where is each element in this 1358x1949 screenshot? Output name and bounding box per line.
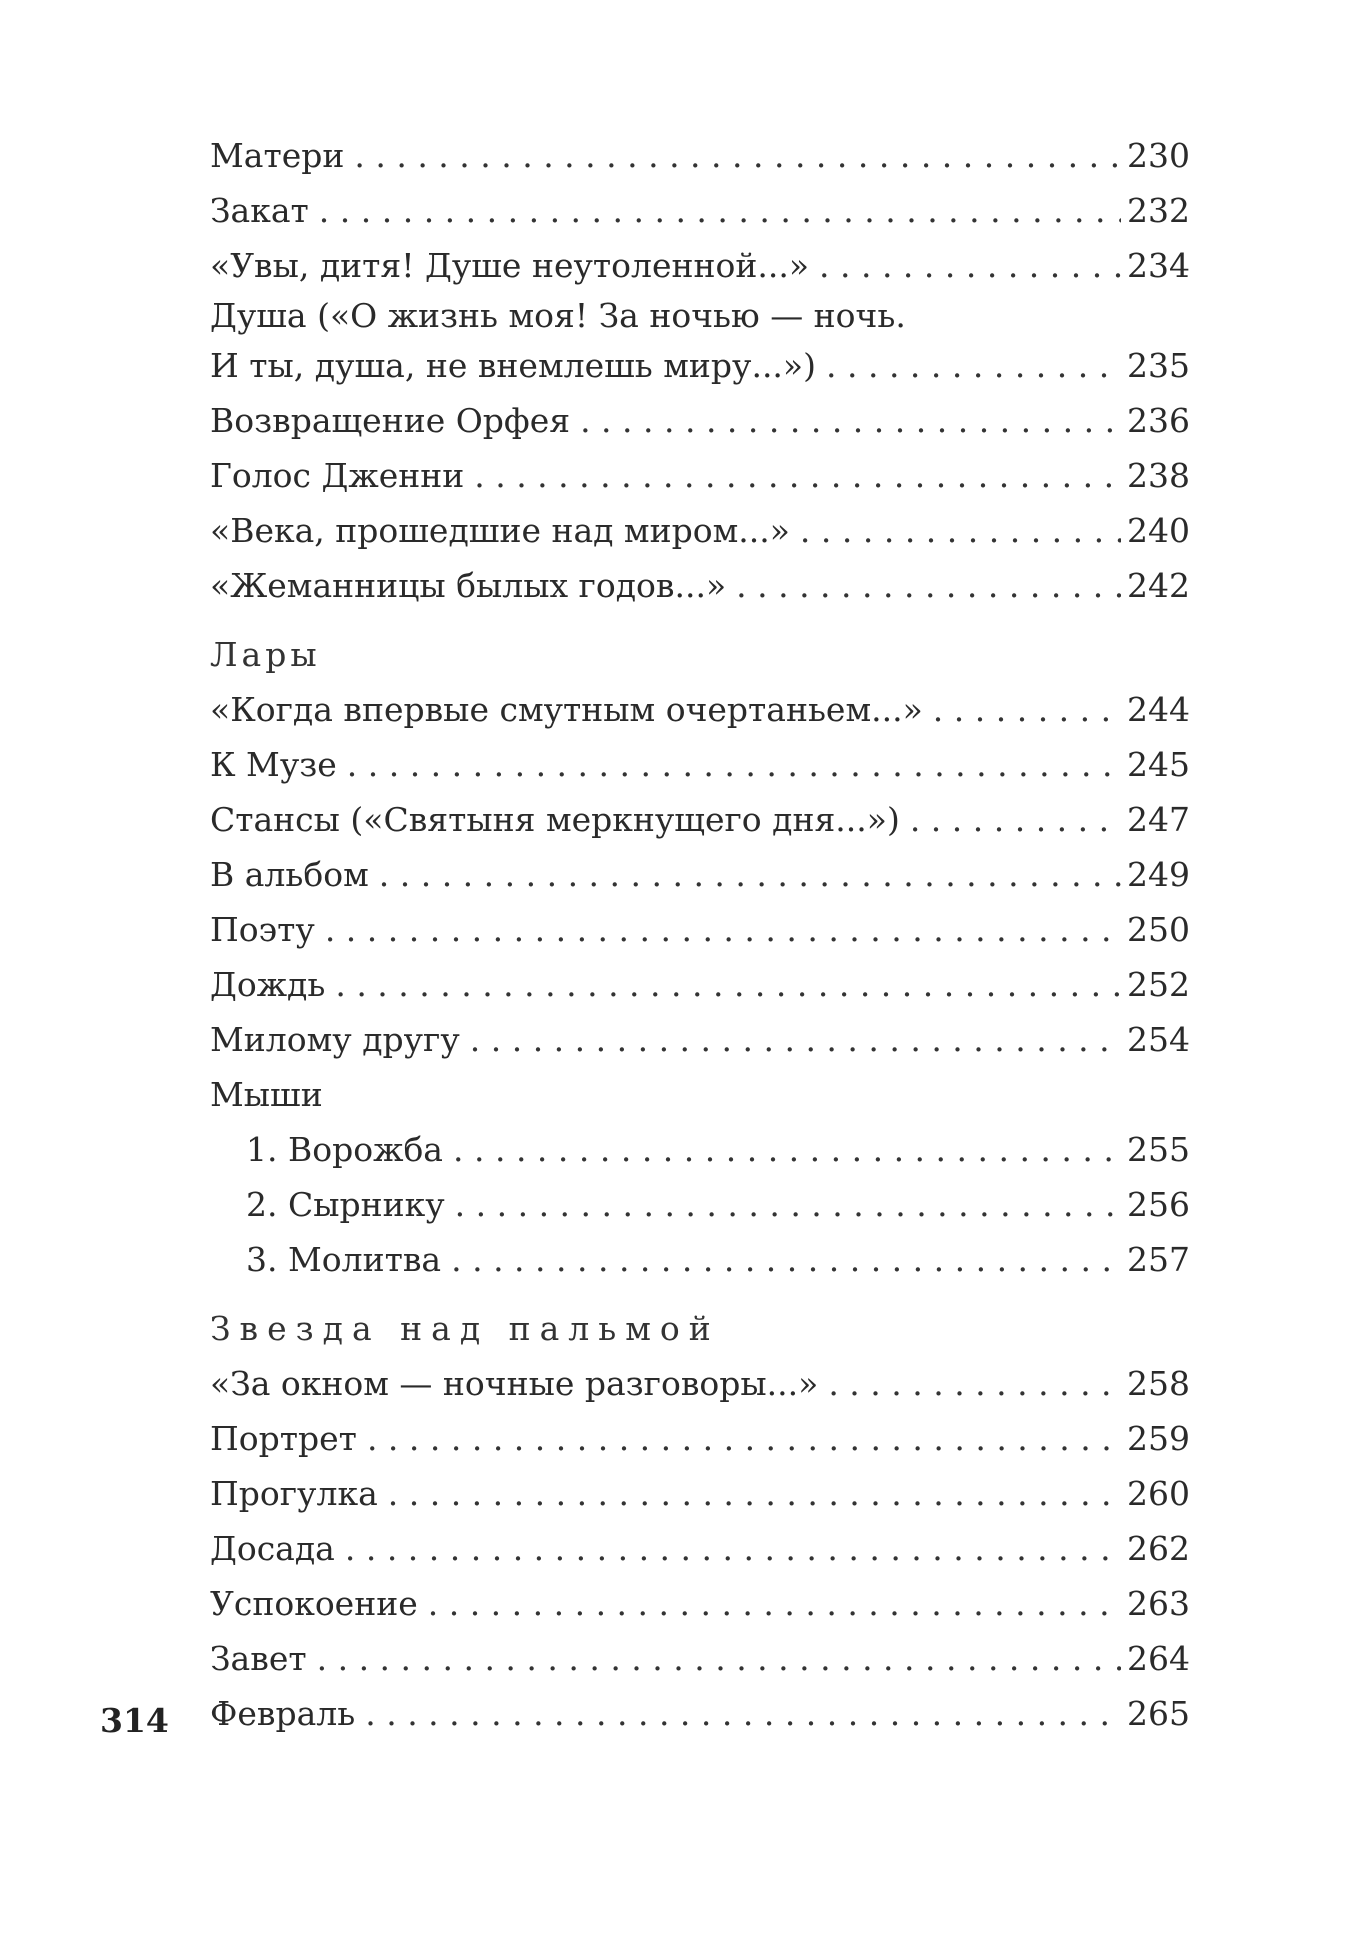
toc-entry-page: 235: [1127, 346, 1190, 385]
toc-entry-page: 230: [1127, 136, 1190, 175]
toc-entry: [210, 737, 1190, 792]
dot-leader: [335, 957, 1121, 1012]
toc-entry-page: 256: [1127, 1185, 1190, 1224]
dot-leader: [319, 183, 1121, 238]
toc-entry-title: «Жеманницы былых годов...»: [210, 566, 727, 605]
toc-entry-page: 244: [1127, 690, 1190, 729]
toc-entry-page: 259: [1127, 1419, 1190, 1458]
toc-entry-title: Закат: [210, 191, 309, 230]
toc-entry-page: 254: [1127, 1020, 1190, 1059]
toc-entry-page: 260: [1127, 1474, 1190, 1513]
toc-entry: [210, 448, 1190, 503]
dot-leader: [453, 1122, 1121, 1177]
toc-entry-title: Стансы («Святыня меркнущего дня...»): [210, 800, 900, 839]
toc-entry-title: Портрет: [210, 1419, 357, 1458]
toc-entry-title: Февраль: [210, 1694, 356, 1733]
toc-entry-page: 263: [1127, 1584, 1190, 1623]
toc-entry: [210, 682, 1190, 737]
toc-entry-title: 3. Молитва: [246, 1240, 442, 1279]
toc-entry-title: К Музе: [210, 745, 337, 784]
toc-entry: [210, 183, 1190, 238]
toc-entry-title: Возвращение Орфея: [210, 401, 571, 440]
toc-entry-page: 252: [1127, 965, 1190, 1004]
section-heading: Лары: [210, 635, 321, 674]
toc-entry-title: Матери: [210, 136, 345, 175]
toc-entry: [210, 1521, 1190, 1576]
toc-entry-page: 250: [1127, 910, 1190, 949]
toc-entry-title: «Когда впервые смутным очертаньем...»: [210, 690, 923, 729]
toc-sub-entry: [210, 1232, 1190, 1287]
dot-leader: [379, 847, 1121, 902]
toc-entry-page: 257: [1127, 1240, 1190, 1279]
toc-entry-title: Успокоение: [210, 1584, 418, 1623]
toc-entry: [210, 128, 1190, 183]
toc-entry-page: 262: [1127, 1529, 1190, 1568]
dot-leader: [365, 1686, 1121, 1741]
table-of-contents: [210, 128, 1190, 1741]
toc-entry-page: 242: [1127, 566, 1190, 605]
toc-entry-page: 232: [1127, 191, 1190, 230]
toc-entry-title-line2: И ты, душа, не внемлешь миру...»): [210, 346, 816, 385]
toc-entry-page: 236: [1127, 401, 1190, 440]
toc-entry-page: 240: [1127, 511, 1190, 550]
toc-entry: [210, 1576, 1190, 1631]
toc-entry: [210, 1466, 1190, 1521]
toc-entry: [210, 558, 1190, 613]
toc-group-title: Мыши: [210, 1075, 323, 1114]
toc-entry-title: Милому другу: [210, 1020, 460, 1059]
toc-entry: [210, 1411, 1190, 1466]
dot-leader: [455, 1177, 1121, 1232]
dot-leader: [388, 1466, 1121, 1521]
dot-leader: [474, 448, 1121, 503]
toc-entry-title: «За окном — ночные разговоры...»: [210, 1364, 819, 1403]
page-number: 314: [100, 1701, 169, 1740]
dot-leader: [345, 1521, 1121, 1576]
toc-entry-page: 234: [1127, 246, 1190, 285]
toc-entry-page: 247: [1127, 800, 1190, 839]
toc-entry-title: В альбом: [210, 855, 369, 894]
toc-entry-title: Прогулка: [210, 1474, 378, 1513]
toc-entry: [210, 1631, 1190, 1686]
toc-entry-multiline: [210, 293, 1190, 393]
dot-leader: [354, 128, 1121, 183]
toc-entry: [210, 1686, 1190, 1741]
toc-entry-page: 258: [1127, 1364, 1190, 1403]
dot-leader: [347, 737, 1121, 792]
dot-leader: [910, 792, 1121, 847]
toc-entry: [210, 957, 1190, 1012]
dot-leader: [826, 338, 1121, 393]
dot-leader: [736, 558, 1121, 613]
toc-entry-title-line1: Душа («О жизнь моя! За ночью — ночь.: [210, 296, 906, 335]
toc-entry-title: 2. Сырнику: [246, 1185, 445, 1224]
toc-sub-entry: [210, 1177, 1190, 1232]
dot-leader: [933, 682, 1121, 737]
dot-leader: [828, 1356, 1121, 1411]
section-heading: Звезда над пальмой: [210, 1309, 720, 1348]
toc-entry-page: 238: [1127, 456, 1190, 495]
dot-leader: [580, 393, 1121, 448]
dot-leader: [470, 1012, 1121, 1067]
toc-entry-page: 249: [1127, 855, 1190, 894]
toc-entry-title: «Увы, дитя! Душе неутоленной...»: [210, 246, 810, 285]
toc-entry-title: Досада: [210, 1529, 335, 1568]
dot-leader: [819, 238, 1121, 293]
toc-entry-title: Дождь: [210, 965, 326, 1004]
toc-entry: [210, 393, 1190, 448]
toc-entry: [210, 503, 1190, 558]
toc-entry-page: 245: [1127, 745, 1190, 784]
toc-entry: [210, 1012, 1190, 1067]
toc-entry-title: Голос Дженни: [210, 456, 465, 495]
toc-entry-title: Поэту: [210, 910, 315, 949]
toc-entry-page: 265: [1127, 1694, 1190, 1733]
toc-entry-page: 264: [1127, 1639, 1190, 1678]
toc-entry: [210, 792, 1190, 847]
dot-leader: [367, 1411, 1121, 1466]
dot-leader: [317, 1631, 1121, 1686]
dot-leader: [800, 503, 1121, 558]
toc-entry-title: «Века, прошедшие над миром...»: [210, 511, 790, 550]
toc-entry: [210, 238, 1190, 293]
toc-entry: [210, 902, 1190, 957]
toc-sub-entry: [210, 1122, 1190, 1177]
toc-entry-title: Завет: [210, 1639, 307, 1678]
toc-entry-page: 255: [1127, 1130, 1190, 1169]
toc-entry-title: 1. Ворожба: [246, 1130, 443, 1169]
dot-leader: [451, 1232, 1121, 1287]
toc-entry: [210, 847, 1190, 902]
dot-leader: [428, 1576, 1121, 1631]
toc-entry: [210, 1356, 1190, 1411]
dot-leader: [325, 902, 1121, 957]
